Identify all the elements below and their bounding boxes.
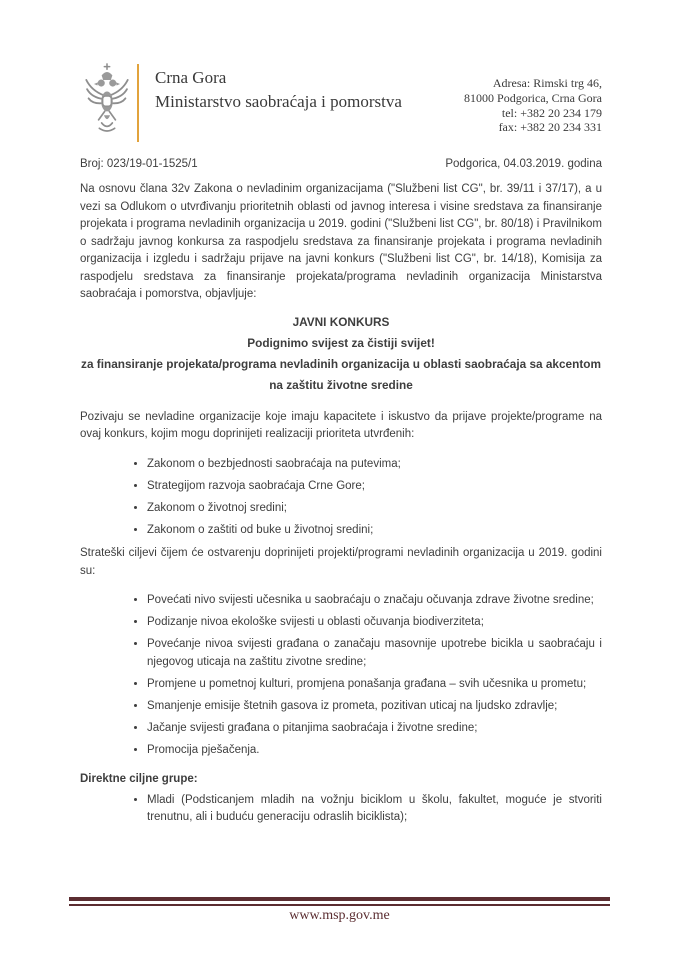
title-slogan: Podignimo svijest za čistiji svijet!: [247, 335, 435, 350]
priority-item: • Zakonom o zaštiti od buke u životnoj sredini;: [147, 522, 602, 540]
reference-row: [80, 158, 602, 170]
address-line: 81000 Podgorica, Crna Gora: [464, 90, 602, 105]
priority-item: • Zakonom o životnoj sredini;: [147, 500, 602, 518]
address-line: fax: +382 20 234 331: [498, 120, 602, 135]
country-name: Crna Gora: [155, 68, 227, 87]
title-subtitle: za finansiranje projekata/programa nevladinih organizacija u oblasti saobraćaja sa akcentom na zaštitu životne sredine: [81, 356, 601, 392]
place-and-date: Podgorica, 04.03.2019. godina: [445, 158, 602, 170]
letterhead: [155, 66, 402, 114]
ministry-name: Ministarstvo saobraćaja i pomorstva: [155, 92, 402, 111]
contact-address-block: [464, 76, 602, 135]
legal-basis-paragraph: Na osnovu člana 32v Zakona o nevladinim organizacijama ("Službeni list CG", br. 39/11 i 37/17), a u vezi sa Odlukom o utvrđivanju prioritetnih oblasti od javnog interesa i visine sredstava za finansiranje projekata i programa nevladinih organizacija u 2019. godini ("Službeni list CG", br. 80/18) i Pravilnikom o sadržaju javnog konkursa za raspodjelu sredstava za finansiranje projekata i programa nevladinih organizacija i izgledu i sadržaju prijave na javni konkurs ("Službeni list CG", br. 14/18), Komisija za raspodjelu sredstava za finansiranje projekata/programa nevladinih organizacija Ministarstva saobraćaja i pomorstva, objavljuje:: [80, 183, 602, 300]
strategic-goal-item: • Smanjenje emisije štetnih gasova iz prometa, pozitivan uticaj na ljudsko zdravlje;: [147, 698, 602, 716]
priorities-list: [80, 456, 602, 540]
strategic-goals-intro: Strateški ciljevi čijem će ostvarenju doprinijeti projekti/programi nevladinih organizacija u 2019. godini su:: [80, 547, 602, 577]
priority-item: • Strategijom razvoja saobraćaja Crne Gore;: [147, 478, 602, 496]
target-group-item: • Mladi (Podsticanjem mladih na vožnju biciklom u školu, fakultet, moguće je stvoriti trenutnu, ali i buduću generaciju odraslih biciklista);: [147, 792, 602, 827]
target-groups-heading: Direktne ciljne grupe:: [80, 773, 198, 785]
strategic-goal-item: • Podizanje nivoa ekološke svijesti u oblasti očuvanja biodiverziteta;: [147, 614, 602, 632]
footer-website-url: www.msp.gov.me: [289, 908, 390, 923]
header-gold-divider: [137, 64, 139, 142]
document-number: Broj: 023/19-01-1525/1: [80, 158, 198, 170]
target-groups-list: [80, 792, 602, 827]
strategic-goal-item: • Promocija pješačenja.: [147, 742, 602, 760]
address-line: Adresa: Rimski trg 46,: [492, 76, 602, 90]
invitation-paragraph: Pozivaju se nevladine organizacije koje imaju kapacitete i iskustvo da prijave projekte/programe na ovaj konkurs, kojim mogu doprinijeti realizaciji prioriteta utvrđenih:: [80, 410, 602, 440]
footer-double-rule: [69, 897, 610, 906]
title-javni-konkurs: JAVNI KONKURS: [292, 314, 390, 329]
document-title-block: [80, 312, 602, 396]
strategic-goal-item: • Povećati nivo svijesti učesnika u saobraćaju o značaju očuvanja zdrave životne sredine;: [147, 592, 602, 610]
priority-item: • Zakonom o bezbjednosti saobraćaja na putevima;: [147, 456, 602, 474]
strategic-goal-item: • Povećanje nivoa svijesti građana o zanačaju masovnije upotrebe bicikla u saobraćaju i njegovog uticaja na zaštitu zivotne sredine;: [147, 636, 602, 671]
strategic-goals-list: [80, 592, 602, 759]
strategic-goal-item: • Promjene u pometnoj kulturi, promjena ponašanja građana – svih učesnika u prometu;: [147, 676, 602, 694]
strategic-goal-item: • Jačanje svijesti građana o pitanjima saobraćaja i životne sredine;: [147, 720, 602, 738]
address-line: tel: +382 20 234 179: [501, 105, 602, 120]
document-body: [80, 181, 602, 831]
coat-of-arms-icon: [84, 61, 130, 145]
